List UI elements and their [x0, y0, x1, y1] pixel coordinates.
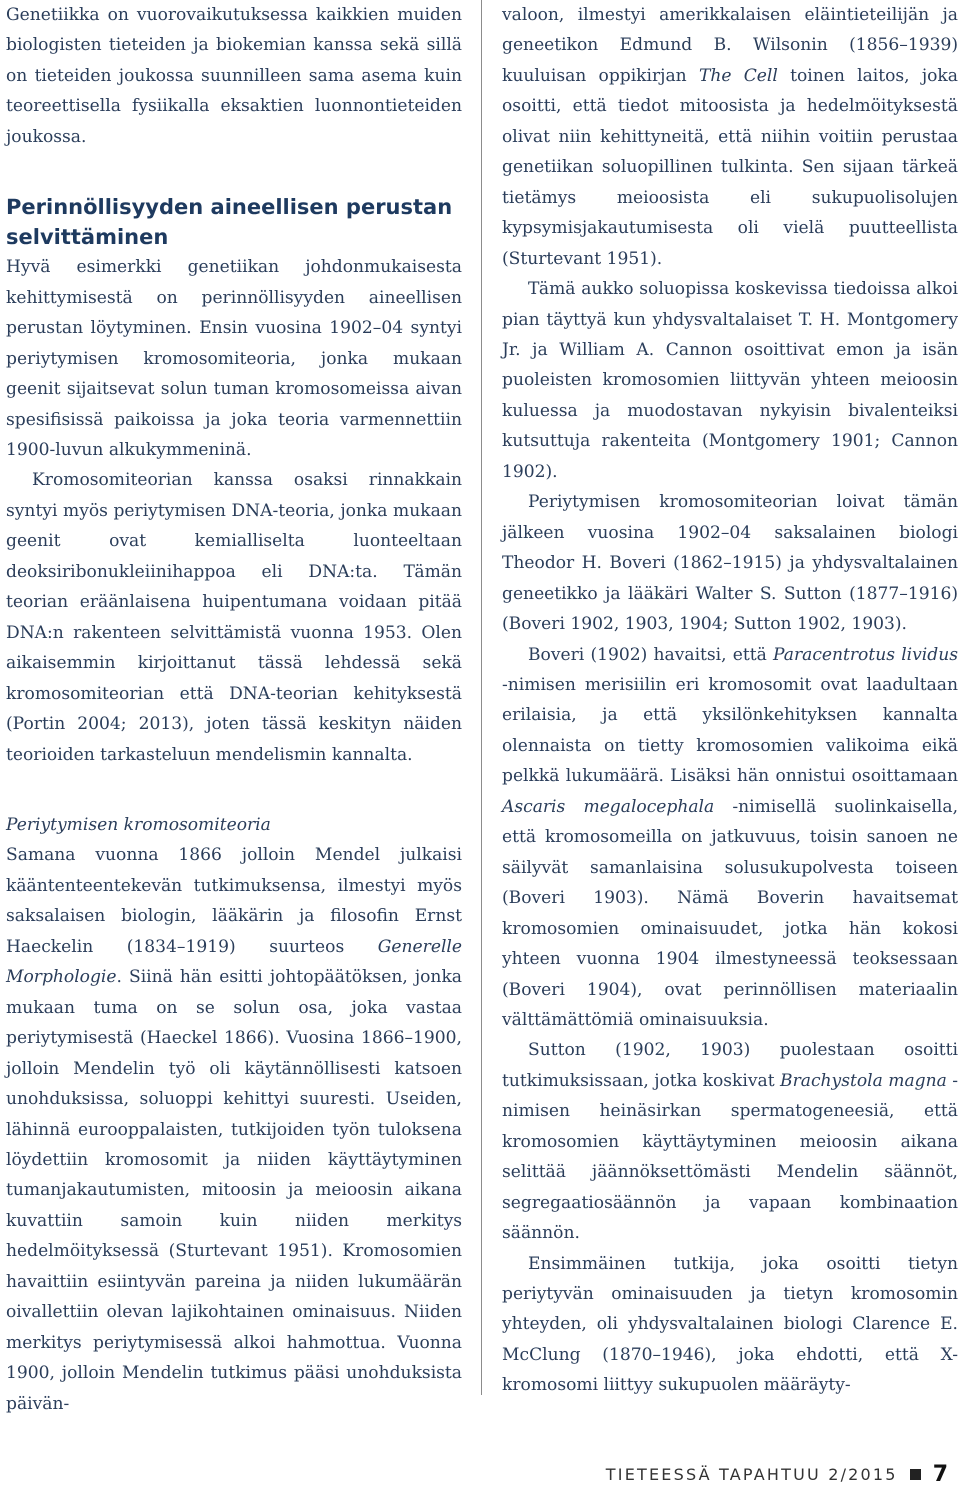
right-paragraph-6: Ensimmäinen tutkija, joka osoitti tietyn periytyvän ominaisuuden ja tietyn kromosomin yhteyden, oli yhdysvaltalainen biologi Clarence E. McClung (1870–1946), joka ehdotti, että X-kromosomi liittyy sukupuolen määräyty-	[502, 1253, 958, 1396]
intro-paragraph: Genetiikka on vuorovaikutuksessa kaikkien muiden biologisten tieteiden ja biokemian kanssa sekä sillä on tieteiden joukossa suunnilleen sama asema kuin teoreettisella fysiikalla eksaktien luonnontieteiden joukossa.	[6, 5, 462, 147]
right-paragraph-4-text-2: -nimisen merisiilin eri kromosomit ovat laadultaan erilaisia, ja että yksilönkehityksen kannalta olennaista on tietty kromosomien valikoima eikä pelkkä lukumäärä. Lisäksi hän onnistui osoittamaan	[502, 674, 958, 787]
square-bullet-icon	[910, 1469, 921, 1480]
section-paragraph-1: Hyvä esimerkki genetiikan johdonmukaisesta kehittymisestä on perinnöllisyyden aineellisen perustan löytyminen. Ensin vuosina 1902–04 syntyi periytymisen kromosomiteoria, jonka mukaan geenit sijaitsevat solun tuman kromosomeissa aivan spesifisissä paikoissa ja joka teoria varmennettiin 1900-luvun alkukymmeninä.	[6, 257, 462, 460]
subheading: Periytymisen kromosomiteoria	[6, 814, 271, 835]
right-paragraph-5-text-1: Sutton (1902, 1903) puolestaan osoitti tutkimuksissaan, jotka koskivat	[502, 1040, 958, 1091]
page-number: 7	[932, 1462, 948, 1487]
page-footer	[606, 1462, 948, 1487]
right-paragraph-5-text-2: -nimisen heinäsirkan spermatogeneesiä, että kromosomien käyttäytyminen meioosin aikana selittää jäännöksettömästi Mendelin säännöt, segregaatiosäännön ja vapaan kombinaation säännön.	[502, 1070, 958, 1244]
section-heading: Perinnöllisyyden aineellisen perustan selvittäminen	[6, 195, 453, 250]
right-paragraph-1-text-2: toinen laitos, joka osoitti, että tiedot mitoosista ja hedelmöityksestä olivat niin kehittyneitä, että niihin voitiin perustaa genetiikan soluopillinen tulkinta. Sen sijaan tärkeä tietämys meioosista eli sukupuolisolujen kypsymisjakautumisesta oli vielä puutteellista (Sturtevant 1951).	[502, 65, 958, 269]
right-paragraph-4-italic-1: Paracentrotus lividus	[773, 644, 958, 665]
right-paragraph-1	[502, 0, 958, 274]
right-column	[502, 0, 958, 1401]
right-paragraph-5-italic: Brachystola magna	[780, 1070, 947, 1091]
publication-name: TIETEESSÄ TAPAHTUU 2/2015	[605, 1465, 898, 1484]
right-paragraph-3: Periytymisen kromosomiteorian loivat tämän jälkeen vuosina 1902–04 saksalainen biologi Theodor H. Boveri (1862–1915) ja yhdysvaltalainen geneetikko ja lääkäri Walter S. Sutton (1877–1916) (Boveri 1902, 1903, 1904; Sutton 1902, 1903).	[502, 492, 958, 635]
right-paragraph-1-text-1: valoon, ilmestyi amerikkalaisen eläintieteilijän ja geneetikon Edmund B. Wilsonin (1856–1939) kuuluisan oppikirjan	[502, 5, 958, 86]
sub-paragraph-italic: Generelle Morphologie	[6, 936, 462, 988]
left-column	[6, 0, 462, 1419]
right-paragraph-4-text-3: -nimisellä suolinkaisella, että kromosomeilla on jatkuvuus, toisin sanoen ne säilyvät samanlaisina solusukupolvesta toiseen (Boveri 1903). Nämä Boverin havaitsemat kromosomien ominaisuudet, jotka hän kokosi yhteen vuonna 1904 ilmestyneessä teoksessaan (Boveri 1904), ovat perinnöllisen materiaalin välttämättömiä ominaisuuksia.	[502, 796, 959, 1030]
right-paragraph-4-italic-2: Ascaris megalocephala	[502, 796, 715, 817]
sub-paragraph-text-1: Samana vuonna 1866 jolloin Mendel julkaisi kääntenteentekevän tutkimuksensa, ilmestyi myös saksalaisen biologin, lääkärin ja filosofin Ernst Haeckelin (1834–1919) suurteos	[6, 845, 462, 957]
right-paragraph-1-italic: The Cell	[698, 65, 778, 86]
right-paragraph-2: Tämä aukko soluopissa koskevissa tiedoissa alkoi pian täyttyä kun yhdysvaltalaiset T. H. Montgomery Jr. ja William A. Cannon osoittivat emon ja isän puoleisten kromosomien liittyvän yhteen meioosin kuluessa ja muodostavan nykyisin bivalenteiksi kutsuttuja rakenteita (Montgomery 1901; Cannon 1902).	[502, 279, 958, 482]
right-paragraph-4-text-1: Boveri (1902) havaitsi, että	[528, 644, 774, 665]
section-paragraph-2: Kromosomiteorian kanssa osaksi rinnakkain syntyi myös periytymisen DNA-teoria, jonka mukaan geenit ovat kemialliselta luonteeltaan deoksiribonukleiinihappoa eli DNA:ta. Tämän teorian eräänlaisena huipentumana voidaan pitää DNA:n rakenteen selvittämistä vuonna 1953. Olen aikaisemmin kirjoittanut tässä lehdessä sekä kromosomiteorian että DNA-teorian kehityksestä (Portin 2004; 2013), joten tässä keskityn näiden teorioiden tarkasteluun mendelismin kannalta.	[6, 470, 462, 765]
right-paragraph-4	[502, 640, 958, 1036]
sub-paragraph	[6, 840, 462, 1419]
sub-paragraph-text-2: . Siinä hän esitti johtopäätöksen, jonka mukaan tuma on se solun osa, joka vastaa periytymisestä (Haeckel 1866). Vuosina 1866–1900, jolloin Mendelin työ oli käytännöllisesti katsoen unohduksissa, soluoppi kehittyi suuresti. Useiden, lähinnä eurooppalaisten, tutkijoiden työn tuloksena löydettiin kromosomit ja niiden käyttäytyminen tumanjakautumisten, mitoosin ja meioosin aikana kuvattiin samoin kuin niiden merkitys hedelmöityksessä (Sturtevant 1951). Kromosomien havaittiin esiintyvän pareina ja niiden lukumäärän oivallettiin olevan lajikohtainen ominaisuus. Niiden merkitys periytymisessä alkoi hahmottua. Vuonna 1900, jolloin Mendelin tutkimus pääsi unohduksista päivän-	[6, 967, 462, 1414]
right-paragraph-5	[502, 1035, 958, 1248]
column-divider	[481, 0, 482, 1395]
